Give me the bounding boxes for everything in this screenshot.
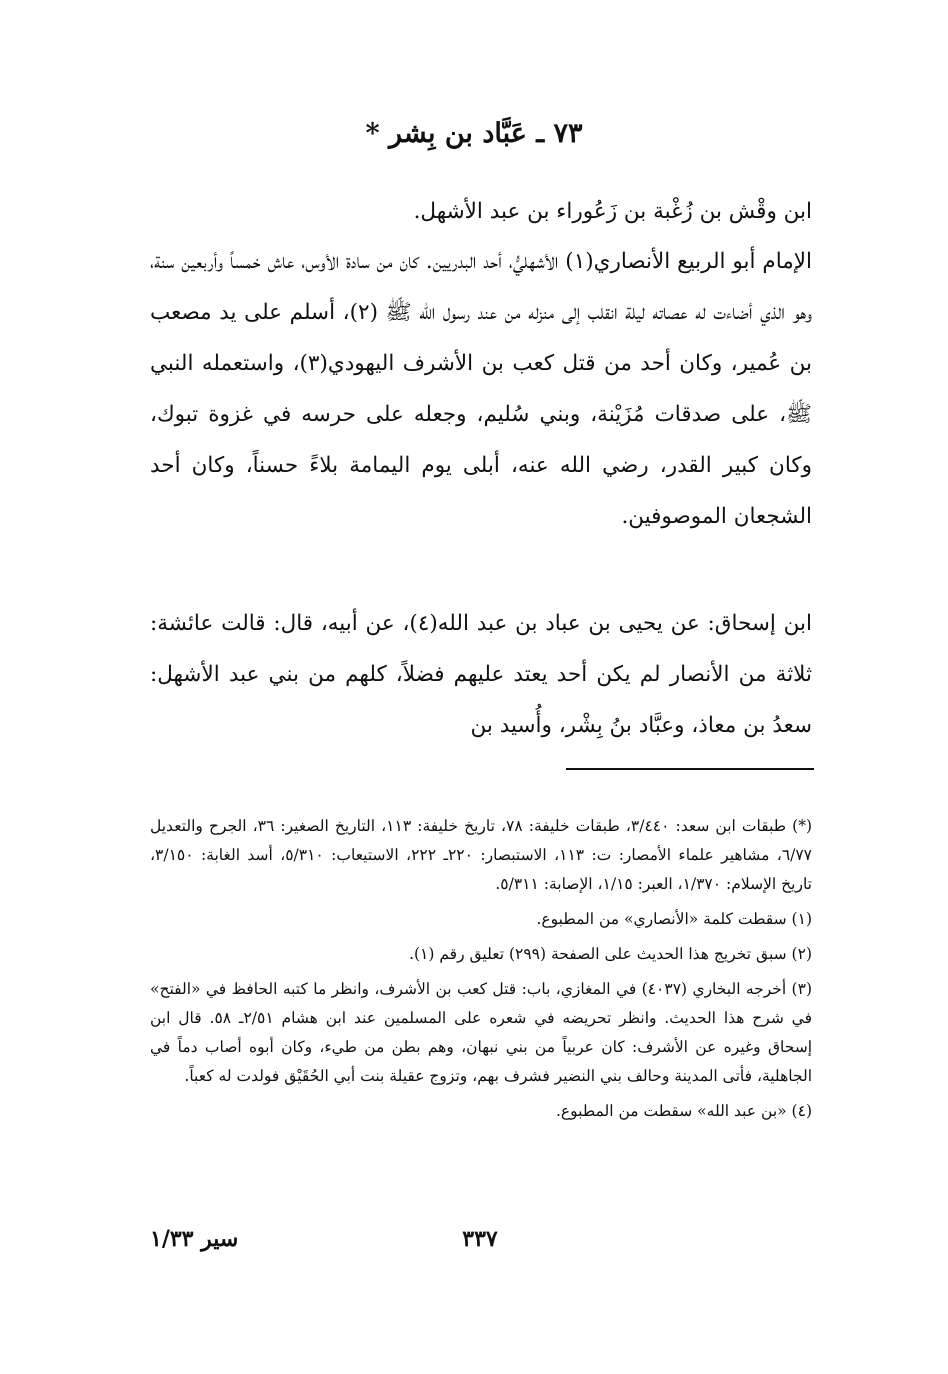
volume-signature: سير ١/٣٣ [150,1226,239,1252]
biography-paragraph-1: الإمام أبو الربيع الأنصاري(١) الأشهليُّ، أحد البدريين. كان من سادة الأوس، عاش خمساً وأربعين سنة، وهو الذي أضاءت له عصاته ليلة انقلب إلى منزله من عند رسول الله ﷺ (٢)، أسلم على يد مصعب بن عُمير، وكان أحد من قتل كعب بن الأشرف اليهودي(٣)، واستعمله النبي ﷺ، على صدقات مُزَيْنة، وبني سُليم، وجعله على حرسه في غزوة تبوك، وكان كبير القدر، رضي الله عنه، أبلى يوم اليمامة بلاءً حسناً، وكان أحد الشجعان الموصوفين. [150,249,813,529]
footnote-3: (٣) أخرجه البخاري (٤٠٣٧) في المغازي، باب: قتل كعب بن الأشرف، وانظر ما كتبه الحافظ في «الفتح» في شرح هذا الحديث. وانظر تحريضه في شعره على المسلمين عند ابن هشام ٢/٥١ـ ٥٨. قال ابن إسحاق وغيره عن الأشرف: كان عربياً من بني نبهان، وهم بطن من طيء، وكان أبوه أصاب دماً في الجاهلية، فأتى المدينة وحالف بني النضير فشرف بهم، وتزوج عقيلة بنت أبي الحُقَيْق فولدت له كعباً. [150,980,813,1085]
footnotes [150,812,812,1132]
page-number: ٣٣٧ [462,1226,498,1252]
lineage-line: ابن وقْش بن زُغْبة بن زَعُوراء بن عبد الأشهل. [413,199,812,224]
footnote-2: (٢) سبق تخريج هذا الحديث على الصفحة (٢٩٩) تعليق رقم (١). [409,945,812,963]
footnote-divider [566,768,814,770]
footnote-sources: (*) طبقات ابن سعد: ٣/٤٤٠، طبقات خليفة: ٧٨، تاريخ خليفة: ١١٣، التاريخ الصغير: ٣٦، الجرح والتعديل ٦/٧٧، مشاهير علماء الأمصار: ت: ١١٣، الاستبصار: ٢٢٠ـ ٢٢٢، الاستيعاب: ٥/٣١٠، أسد الغابة: ٣/١٥٠، تاريخ الإسلام: ١/٣٧٠، العبر: ١/١٥، الإصابة: ٥/٣١١. [150,817,813,893]
biography-title: ٧٣ ـ عَبَّاد بن بِشر * [365,118,583,149]
biography-paragraph-2: ابن إسحاق: عن يحيى بن عباد بن عبد الله(٤)، عن أبيه، قال: قالت عائشة: ثلاثة من الأنصار لم يكن أحد يعتد عليهم فضلاً، كلهم من بني عبد الأشهل: سعدُ بن معاذ، وعبَّاد بنُ بِشْر، وأُسيد بن [150,611,812,738]
footnote-4: (٤) «بن عبد الله» سقطت من المطبوع. [555,1102,812,1120]
footnote-1: (١) سقطت كلمة «الأنصاري» من المطبوع. [536,910,812,928]
